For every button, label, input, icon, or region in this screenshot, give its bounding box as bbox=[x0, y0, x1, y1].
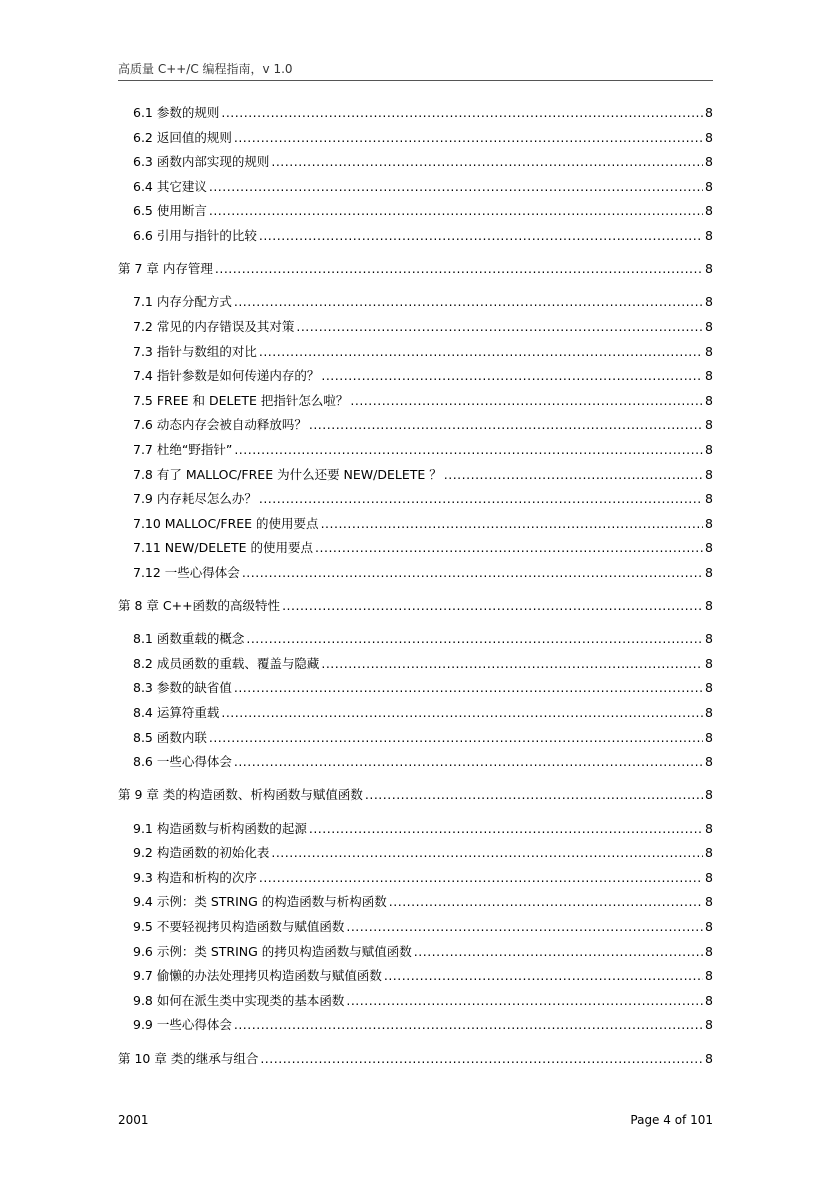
toc-entry-title: 6.5 使用断言 bbox=[133, 203, 207, 219]
toc-entry-title: 9.7 偷懒的办法处理拷贝构造函数与赋值函数 bbox=[133, 968, 382, 984]
toc-entry-page: 8 bbox=[705, 820, 713, 836]
toc-dot-leader bbox=[389, 894, 703, 909]
toc-section-entry[interactable] bbox=[118, 103, 713, 128]
toc-section-entry[interactable] bbox=[118, 892, 713, 917]
page-footer bbox=[118, 1113, 713, 1127]
toc-entry-title: 7.12 一些心得体会 bbox=[133, 564, 240, 580]
toc-entry-title: 7.6 动态内存会被自动释放吗？ bbox=[133, 417, 307, 433]
toc-entry-page: 8 bbox=[705, 992, 713, 1008]
toc-section-entry[interactable] bbox=[118, 415, 713, 440]
toc-section-entry[interactable] bbox=[118, 703, 713, 728]
toc-entry-title: 9.9 一些心得体会 bbox=[133, 1017, 232, 1033]
toc-dot-leader bbox=[234, 294, 703, 309]
toc-entry-page: 8 bbox=[705, 294, 713, 310]
toc-entry-title: 8.3 参数的缺省值 bbox=[133, 680, 232, 696]
toc-section-entry[interactable] bbox=[118, 465, 713, 490]
toc-section-entry[interactable] bbox=[118, 819, 713, 844]
toc-dot-leader bbox=[271, 845, 703, 860]
toc-entry-title: 7.10 MALLOC/FREE 的使用要点 bbox=[133, 515, 319, 531]
toc-dot-leader bbox=[221, 705, 703, 720]
toc-entry-page: 8 bbox=[705, 392, 713, 408]
toc-entry-title: 6.2 返回值的规则 bbox=[133, 129, 232, 145]
toc-section-entry[interactable] bbox=[118, 177, 713, 202]
toc-dot-leader bbox=[242, 565, 703, 580]
toc-dot-leader bbox=[215, 261, 703, 276]
toc-section-entry[interactable] bbox=[118, 128, 713, 153]
toc-entry-title: 第 9 章 类的构造函数、析构函数与赋值函数 bbox=[118, 787, 363, 803]
toc-dot-leader bbox=[259, 228, 703, 243]
toc-chapter-entry[interactable] bbox=[118, 1049, 713, 1074]
toc-section-entry[interactable] bbox=[118, 152, 713, 177]
toc-entry-title: 9.2 构造函数的初始化表 bbox=[133, 845, 270, 861]
toc-dot-leader bbox=[309, 821, 703, 836]
toc-dot-leader bbox=[259, 870, 703, 885]
toc-section-entry[interactable] bbox=[118, 342, 713, 367]
toc-chapter-entry[interactable] bbox=[118, 259, 713, 284]
toc-dot-leader bbox=[315, 540, 703, 555]
footer-year: 2001 bbox=[118, 1113, 149, 1127]
toc-entry-title: 9.6 示例：类 STRING 的拷贝构造函数与赋值函数 bbox=[133, 943, 412, 959]
toc-entry-page: 8 bbox=[705, 491, 713, 507]
toc-section-entry[interactable] bbox=[118, 917, 713, 942]
toc-entry-page: 8 bbox=[705, 203, 713, 219]
toc-entry-title: 第 8 章 C++函数的高级特性 bbox=[118, 598, 281, 614]
toc-entry-title: 9.5 不要轻视拷贝构造函数与赋值函数 bbox=[133, 918, 345, 934]
toc-entry-title: 7.2 常见的内存错误及其对策 bbox=[133, 318, 295, 334]
toc-entry-title: 8.1 函数重载的概念 bbox=[133, 631, 245, 647]
toc-entry-title: 7.11 NEW/DELETE 的使用要点 bbox=[133, 540, 314, 556]
toc-entry-title: 6.4 其它建议 bbox=[133, 178, 207, 194]
page-header bbox=[118, 60, 713, 81]
toc-entry-page: 8 bbox=[705, 417, 713, 433]
toc-section-entry[interactable] bbox=[118, 317, 713, 342]
footer-page-number: Page 4 of 101 bbox=[630, 1113, 713, 1127]
toc-dot-leader bbox=[365, 787, 703, 802]
toc-entry-title: 8.5 函数内联 bbox=[133, 729, 207, 745]
toc-section-entry[interactable] bbox=[118, 201, 713, 226]
toc-section-entry[interactable] bbox=[118, 942, 713, 967]
toc-dot-leader bbox=[350, 393, 703, 408]
toc-entry-page: 8 bbox=[705, 968, 713, 984]
toc-entry-title: 9.1 构造函数与析构函数的起源 bbox=[133, 820, 307, 836]
toc-dot-leader bbox=[260, 1051, 703, 1066]
toc-dot-leader bbox=[209, 179, 703, 194]
toc-entry-title: 8.6 一些心得体会 bbox=[133, 754, 232, 770]
toc-entry-page: 8 bbox=[705, 705, 713, 721]
toc-dot-leader bbox=[221, 105, 703, 120]
toc-entry-page: 8 bbox=[705, 129, 713, 145]
toc-entry-title: 第 7 章 内存管理 bbox=[118, 261, 213, 277]
toc-section-entry[interactable] bbox=[118, 629, 713, 654]
toc-entry-page: 8 bbox=[705, 154, 713, 170]
toc-entry-page: 8 bbox=[705, 441, 713, 457]
toc-dot-leader bbox=[234, 442, 703, 457]
toc-entry-page: 8 bbox=[705, 343, 713, 359]
toc-section-entry[interactable] bbox=[118, 391, 713, 416]
toc-entry-page: 8 bbox=[705, 368, 713, 384]
toc-entry-title: 7.8 有了 MALLOC/FREE 为什么还要 NEW/DELETE ？ bbox=[133, 466, 442, 482]
toc-section-entry[interactable] bbox=[118, 966, 713, 991]
toc-section-entry[interactable] bbox=[118, 563, 713, 588]
toc-entry-title: 7.3 指针与数组的对比 bbox=[133, 343, 257, 359]
toc-dot-leader bbox=[346, 919, 703, 934]
toc-entry-title: 7.9 内存耗尽怎么办？ bbox=[133, 491, 257, 507]
toc-entry-page: 8 bbox=[705, 261, 713, 277]
toc-entry-page: 8 bbox=[705, 631, 713, 647]
toc-entry-title: 9.4 示例：类 STRING 的构造函数与析构函数 bbox=[133, 894, 387, 910]
toc-dot-leader bbox=[321, 368, 703, 383]
toc-entry-page: 8 bbox=[705, 564, 713, 580]
toc-dot-leader bbox=[259, 491, 703, 506]
toc-dot-leader bbox=[234, 680, 703, 695]
toc-dot-leader bbox=[282, 598, 703, 613]
toc-section-entry[interactable] bbox=[118, 489, 713, 514]
toc-section-entry[interactable] bbox=[118, 366, 713, 391]
toc-entry-title: 6.6 引用与指针的比较 bbox=[133, 227, 257, 243]
toc-entry-page: 8 bbox=[705, 515, 713, 531]
toc-section-entry[interactable] bbox=[118, 843, 713, 868]
header-title: 高质量 C++/C 编程指南，v 1.0 bbox=[118, 62, 293, 76]
toc-dot-leader bbox=[309, 417, 703, 432]
toc-dot-leader bbox=[234, 130, 703, 145]
toc-entry-page: 8 bbox=[705, 318, 713, 334]
toc-entry-page: 8 bbox=[705, 1050, 713, 1066]
toc-section-entry[interactable] bbox=[118, 1015, 713, 1040]
toc-entry-title: 7.1 内存分配方式 bbox=[133, 294, 232, 310]
toc-entry-title: 6.1 参数的规则 bbox=[133, 105, 220, 120]
toc-entry-title: 7.4 指针参数是如何传递内存的？ bbox=[133, 368, 320, 384]
toc-entry-page: 8 bbox=[705, 845, 713, 861]
toc-section-entry[interactable] bbox=[118, 292, 713, 317]
toc-dot-leader bbox=[209, 730, 703, 745]
toc-dot-leader bbox=[259, 344, 703, 359]
toc-entry-page: 8 bbox=[705, 655, 713, 671]
toc-dot-leader bbox=[346, 993, 703, 1008]
toc-dot-leader bbox=[234, 1017, 703, 1032]
toc-dot-leader bbox=[321, 516, 703, 531]
toc-entry-title: 8.2 成员函数的重载、覆盖与隐藏 bbox=[133, 655, 320, 671]
toc-dot-leader bbox=[271, 154, 703, 169]
toc-entry-page: 8 bbox=[705, 918, 713, 934]
toc-dot-leader bbox=[384, 968, 703, 983]
toc-section-entry[interactable] bbox=[118, 868, 713, 893]
toc-entry-page: 8 bbox=[705, 869, 713, 885]
toc-section-entry[interactable] bbox=[118, 678, 713, 703]
toc-entry-title: 9.3 构造和析构的次序 bbox=[133, 869, 257, 885]
toc-entry-page: 8 bbox=[705, 729, 713, 745]
toc-entry-page: 8 bbox=[705, 943, 713, 959]
toc-dot-leader bbox=[296, 319, 703, 334]
toc-entry-title: 9.8 如何在派生类中实现类的基本函数 bbox=[133, 992, 345, 1008]
toc-entry-page: 8 bbox=[705, 787, 713, 803]
toc-entry-title: 8.4 运算符重载 bbox=[133, 705, 220, 721]
toc-section-entry[interactable] bbox=[118, 226, 713, 251]
toc-entry-title: 第 10 章 类的继承与组合 bbox=[118, 1050, 259, 1066]
toc-entry-page: 8 bbox=[705, 227, 713, 243]
toc-entry-title: 7.7 杜绝“野指针” bbox=[133, 441, 233, 457]
table-of-contents bbox=[118, 103, 713, 1073]
toc-chapter-entry[interactable] bbox=[118, 785, 713, 810]
toc-dot-leader bbox=[414, 944, 703, 959]
toc-entry-page: 8 bbox=[705, 540, 713, 556]
toc-entry-page: 8 bbox=[705, 178, 713, 194]
toc-entry-title: 6.3 函数内部实现的规则 bbox=[133, 154, 270, 170]
toc-entry-page: 8 bbox=[705, 598, 713, 614]
toc-section-entry[interactable] bbox=[118, 654, 713, 679]
toc-section-entry[interactable] bbox=[118, 538, 713, 563]
toc-dot-leader bbox=[246, 631, 703, 646]
toc-section-entry[interactable] bbox=[118, 514, 713, 539]
toc-entry-title: 7.5 FREE 和 DELETE 把指针怎么啦？ bbox=[133, 392, 349, 408]
toc-section-entry[interactable] bbox=[118, 991, 713, 1016]
toc-dot-leader bbox=[234, 754, 703, 769]
toc-section-entry[interactable] bbox=[118, 752, 713, 777]
toc-entry-page: 8 bbox=[705, 680, 713, 696]
toc-entry-page: 8 bbox=[705, 105, 713, 120]
toc-chapter-entry[interactable] bbox=[118, 596, 713, 621]
toc-entry-page: 8 bbox=[705, 1017, 713, 1033]
toc-dot-leader bbox=[209, 203, 703, 218]
toc-dot-leader bbox=[444, 467, 703, 482]
toc-section-entry[interactable] bbox=[118, 728, 713, 753]
toc-entry-page: 8 bbox=[705, 466, 713, 482]
toc-dot-leader bbox=[321, 656, 703, 671]
toc-entry-page: 8 bbox=[705, 754, 713, 770]
toc-section-entry[interactable] bbox=[118, 440, 713, 465]
toc-entry-page: 8 bbox=[705, 894, 713, 910]
